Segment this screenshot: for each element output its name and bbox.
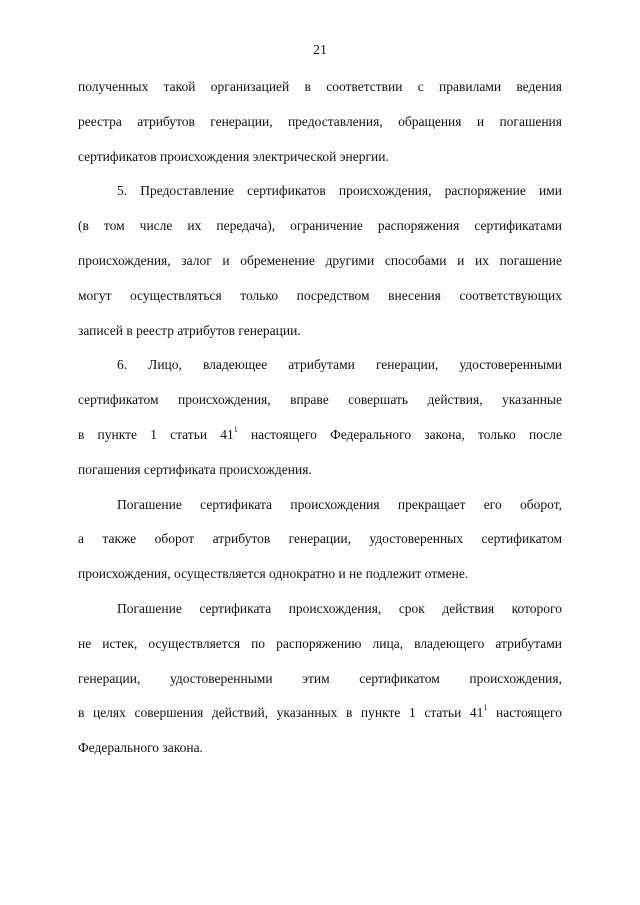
text-line: сертификатов происхождения электрической энергии. — [78, 148, 389, 164]
text-line: происхождения, осуществляется однократно и не подлежит отмене. — [78, 566, 469, 582]
paragraph-item-5 — [78, 180, 562, 354]
superscript: 1 — [233, 424, 238, 434]
text-line: а также оборот атрибутов генерации, удостоверенных сертификатом — [78, 531, 562, 547]
text-line: 6. Лицо, владеющее атрибутами генерации, удостоверенными — [117, 357, 562, 373]
text-line: 5. Предоставление сертификатов происхождения, распоряжение ими — [117, 183, 562, 199]
document-body — [78, 76, 562, 772]
text-segment: настоящего — [487, 705, 562, 721]
text-line-with-superscript — [78, 702, 562, 737]
text-line: сертификатом происхождения, вправе совершать действия, указанные — [78, 392, 562, 408]
text-line: не истек, осуществляется по распоряжению лица, владеющего атрибутами — [78, 635, 562, 651]
paragraph-continuation — [78, 76, 562, 180]
text-segment: настоящего Федерального закона, только после — [237, 426, 562, 442]
text-line: (в том числе их передача), ограничение распоряжения сертификатами — [78, 218, 562, 234]
text-line-with-superscript — [78, 424, 562, 459]
superscript: 1 — [483, 703, 488, 713]
text-line: генерации, удостоверенными этим сертификатом происхождения, — [78, 670, 562, 686]
text-line: записей в реестр атрибутов генерации. — [78, 322, 301, 338]
paragraph-item-6 — [78, 354, 562, 493]
text-line: Федерального закона. — [78, 740, 203, 756]
text-segment: в целях совершения действий, указанных в пункте 1 статьи 41 — [78, 705, 484, 721]
paragraph — [78, 494, 562, 598]
text-line: Погашение сертификата происхождения, срок действия которого — [117, 600, 562, 616]
text-line: полученных такой организацией в соответствии с правилами ведения — [78, 79, 562, 94]
text-line: погашения сертификата происхождения. — [78, 461, 312, 477]
text-line: Погашение сертификата происхождения прекращает его оборот, — [117, 496, 562, 512]
page-number: 21 — [313, 43, 327, 58]
paragraph — [78, 598, 562, 772]
text-line: происхождения, залог и обременение другими способами и их погашение — [78, 252, 562, 268]
text-segment: в пункте 1 статьи 41 — [78, 426, 234, 442]
text-line: могут осуществляться только посредством внесения соответствующих — [78, 287, 562, 303]
text-line: реестра атрибутов генерации, предоставления, обращения и погашения — [78, 113, 562, 129]
